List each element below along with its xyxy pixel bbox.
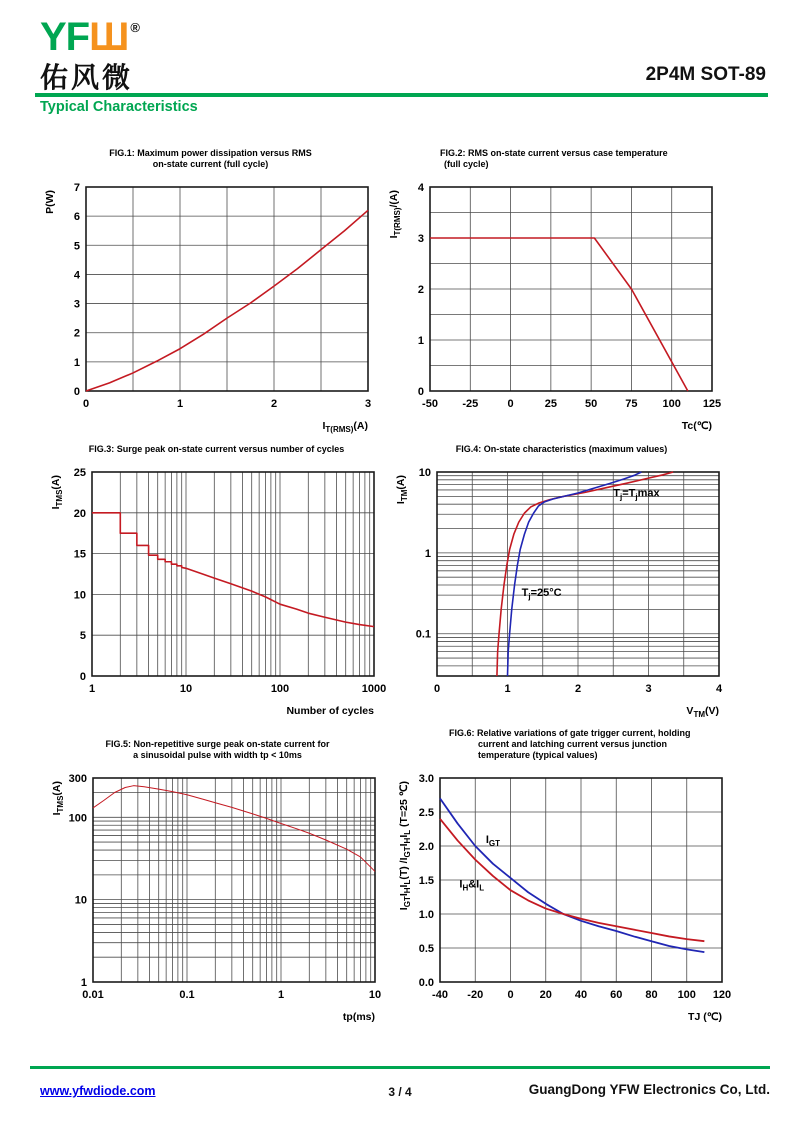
x-tick-label: -25 bbox=[462, 398, 479, 410]
x-axis-label: $V_{TM}(V)$ bbox=[686, 705, 719, 719]
y-tick-label: 300 bbox=[68, 773, 87, 785]
y-axis-label: $I_{TM}(A)$ bbox=[395, 475, 409, 505]
figure-fig5 bbox=[45, 739, 390, 1034]
figure-fig2 bbox=[382, 148, 727, 443]
figure-title bbox=[38, 148, 383, 170]
x-tick-label: 100 bbox=[677, 989, 696, 1001]
x-tick-label: 40 bbox=[574, 989, 588, 1001]
x-tick-label: 0.01 bbox=[82, 989, 104, 1001]
y-tick-label: 4 bbox=[73, 269, 80, 282]
figure-title-line: FIG.5: Non-repetitive surge peak on-state current for bbox=[105, 739, 330, 749]
figure-title bbox=[44, 444, 389, 455]
y-tick-label: 10 bbox=[73, 589, 86, 602]
y-axis-label: $I_{T(RMS)}/(A)$ bbox=[388, 190, 402, 239]
page-number: 3 / 4 bbox=[388, 1085, 412, 1099]
x-tick-label: -20 bbox=[467, 989, 484, 1001]
plot-border bbox=[93, 778, 375, 982]
figure-title bbox=[382, 148, 727, 170]
header-divider bbox=[35, 93, 768, 97]
annotation-label: $T_j=25^\circ C$ bbox=[521, 586, 562, 601]
x-axis-label: Number of cycles bbox=[286, 705, 374, 717]
fig1-chart bbox=[38, 174, 383, 438]
series-non-repetitive-surge-peak-current bbox=[93, 786, 375, 872]
y-tick-label: 0.5 bbox=[418, 943, 434, 955]
y-tick-label: 25 bbox=[73, 467, 86, 479]
gridlines bbox=[440, 778, 722, 982]
logo-yf-text: YF bbox=[40, 15, 90, 59]
y-axis-label: P(W) bbox=[44, 190, 56, 214]
x-tick-label: 25 bbox=[544, 398, 557, 410]
y-tick-label: 1 bbox=[417, 335, 424, 347]
x-tick-label: 20 bbox=[539, 989, 552, 1001]
part-number: 2P4M SOT-89 bbox=[645, 64, 766, 85]
annotation-label: $I_H\&I_L$ bbox=[459, 878, 485, 893]
annotation-label: $I_{GT}$ bbox=[485, 834, 500, 849]
annotation-label: $T_j=T_j\max$ bbox=[613, 487, 660, 502]
x-tick-label: 75 bbox=[625, 398, 638, 410]
x-tick-label: 2 bbox=[574, 683, 582, 695]
x-tick-label: 100 bbox=[270, 683, 290, 695]
y-tick-label: 3 bbox=[73, 298, 80, 311]
section-title: Typical Characteristics bbox=[40, 99, 198, 115]
figure-title-line: FIG.1: Maximum power dissipation versus RMS bbox=[109, 148, 312, 158]
figure-title-line: current and latching current versus junction bbox=[478, 739, 668, 749]
logo-w-icon: Ш bbox=[89, 15, 129, 59]
y-tick-label: 1 bbox=[424, 547, 431, 560]
y-tick-label: 0.0 bbox=[418, 977, 434, 989]
y-tick-label: 5 bbox=[79, 630, 86, 643]
y-tick-label: 6 bbox=[73, 211, 80, 224]
logo-wordmark bbox=[40, 6, 140, 59]
y-tick-label: 2.0 bbox=[418, 841, 434, 853]
figure-fig1 bbox=[38, 148, 383, 443]
figure-title bbox=[392, 728, 737, 761]
y-tick-label: 0 bbox=[79, 671, 86, 683]
x-tick-label: 100 bbox=[662, 398, 681, 410]
x-tick-label: 1 bbox=[504, 683, 511, 695]
x-tick-label: 10 bbox=[179, 683, 193, 695]
y-tick-label: 20 bbox=[73, 507, 86, 520]
fig4-chart bbox=[389, 459, 734, 723]
fig2-chart bbox=[382, 174, 727, 438]
x-tick-label: 3 bbox=[364, 398, 372, 410]
figure-fig6 bbox=[392, 728, 737, 1034]
x-tick-label: 80 bbox=[645, 989, 658, 1001]
figure-title-line: FIG.2: RMS on-state current versus case temperature bbox=[440, 148, 668, 158]
y-axis-label: $I_{TMS}(A)$ bbox=[51, 781, 65, 816]
fig6-chart bbox=[392, 765, 737, 1029]
company-name: GuangDong YFW Electronics Co, Ltd. bbox=[528, 1082, 770, 1097]
series-tj-tjmax bbox=[497, 472, 673, 676]
x-tick-label: 4 bbox=[715, 683, 723, 695]
y-tick-label: 10 bbox=[418, 467, 431, 479]
x-tick-label: 1000 bbox=[361, 683, 387, 695]
x-tick-label: -50 bbox=[422, 398, 438, 410]
x-tick-label: 120 bbox=[712, 989, 732, 1001]
y-tick-label: 100 bbox=[68, 812, 87, 825]
y-tick-label: 2.5 bbox=[418, 807, 434, 819]
y-tick-label: 1 bbox=[73, 356, 80, 369]
y-tick-label: 0 bbox=[73, 386, 80, 398]
gridlines bbox=[437, 472, 719, 676]
y-tick-label: 1.0 bbox=[418, 909, 434, 921]
y-tick-label: 3 bbox=[417, 233, 424, 245]
y-tick-label: 15 bbox=[73, 548, 86, 561]
x-tick-label: -40 bbox=[432, 989, 448, 1001]
footer-divider bbox=[30, 1066, 770, 1069]
figure-fig3 bbox=[44, 444, 389, 728]
y-tick-label: 10 bbox=[74, 894, 87, 907]
gridlines bbox=[92, 472, 374, 676]
y-tick-label: 4 bbox=[417, 182, 424, 194]
y-tick-label: 1.5 bbox=[418, 875, 434, 887]
y-tick-label: 2 bbox=[73, 327, 80, 340]
gridlines bbox=[430, 187, 712, 391]
x-tick-label: 0 bbox=[433, 683, 441, 695]
x-tick-label: 0.1 bbox=[179, 989, 195, 1001]
y-tick-label: 1 bbox=[80, 977, 87, 989]
figure-fig4 bbox=[389, 444, 734, 728]
y-tick-label: 7 bbox=[73, 182, 80, 194]
series-tj-25c bbox=[508, 472, 642, 676]
figure-title bbox=[45, 739, 390, 761]
x-tick-label: 50 bbox=[585, 398, 598, 410]
x-axis-label: Tc(℃) bbox=[681, 420, 712, 432]
x-tick-label: 1 bbox=[176, 398, 184, 410]
figure-title-line: (full cycle) bbox=[444, 159, 489, 169]
x-tick-label: 0 bbox=[507, 989, 514, 1001]
figure-title-line: FIG.4: On-state characteristics (maximum values) bbox=[455, 444, 668, 454]
gridlines bbox=[86, 187, 368, 391]
fig5-chart bbox=[45, 765, 390, 1029]
fig3-chart bbox=[44, 459, 389, 723]
x-tick-label: 125 bbox=[702, 398, 722, 410]
y-tick-label: 0 bbox=[417, 386, 424, 398]
series-igt bbox=[440, 798, 704, 952]
figure-title-line: temperature (typical values) bbox=[478, 750, 598, 760]
x-axis-label: $I_{T(RMS)}(A)$ bbox=[322, 420, 368, 434]
x-tick-label: 60 bbox=[610, 989, 623, 1001]
figure-title-line: a sinusoidal pulse with width tp < 10ms bbox=[133, 750, 302, 760]
registered-trademark-icon: ® bbox=[130, 20, 140, 35]
logo-chinese-text: 佑风微 bbox=[40, 62, 134, 93]
x-tick-label: 0 bbox=[82, 398, 90, 410]
x-tick-label: 0 bbox=[507, 398, 514, 410]
y-axis-label: $I_{GT}I_HI_L(T)$ $/I_{GT}I_HI_L$ (T=25 ℃) bbox=[398, 781, 412, 911]
y-tick-label: 2 bbox=[417, 284, 424, 296]
x-tick-label: 2 bbox=[270, 398, 278, 410]
x-tick-label: 1 bbox=[88, 683, 96, 695]
y-axis-label: $I_{TMS}(A)$ bbox=[50, 475, 64, 510]
x-tick-label: 3 bbox=[645, 683, 652, 695]
y-tick-label: 5 bbox=[73, 240, 80, 253]
x-tick-label: 10 bbox=[368, 989, 382, 1001]
figure-title-line: FIG.6: Relative variations of gate trigger current, holding bbox=[449, 728, 691, 738]
x-axis-label: TJ (℃) bbox=[688, 1011, 722, 1023]
y-tick-label: 0.1 bbox=[415, 628, 431, 641]
figure-title-line: FIG.3: Surge peak on-state current versus number of cycles bbox=[88, 444, 345, 454]
y-tick-label: 3.0 bbox=[418, 773, 434, 785]
x-tick-label: 1 bbox=[277, 989, 285, 1001]
gridlines bbox=[93, 778, 375, 982]
website-link[interactable]: www.yfwdiode.com bbox=[40, 1084, 156, 1098]
series-surge-peak-on-state-current bbox=[92, 513, 374, 627]
x-axis-label: tp(ms) bbox=[342, 1011, 375, 1023]
figure-title bbox=[389, 444, 734, 455]
figure-title-line: on-state current (full cycle) bbox=[152, 159, 269, 169]
plot-border bbox=[92, 472, 374, 676]
